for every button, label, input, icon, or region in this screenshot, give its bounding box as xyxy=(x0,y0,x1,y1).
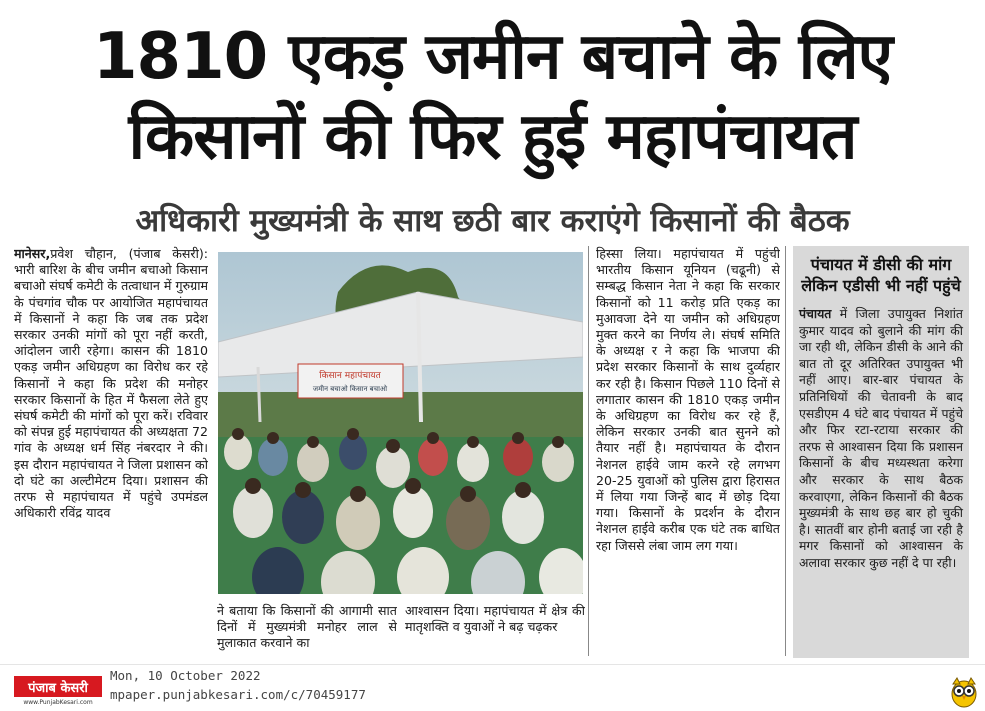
article-column-3: हिस्सा लिया। महापंचायत में पहुंची भारतीय किसान यूनियन (चढूनी) से सम्बद्ध किसान नेता ने कहा कि सरकार किसानों को 11 करोड़ प्रति एकड़ का मुआवजा देने या जमीन को अधिग्रहण मुक्त करने का निर्णय ले। संघर्ष समिति के अध्यक्ष र ने कहा कि भाजपा की प्रदेश सरकार किसानों के साथ दुर्व्यहार कर रही है। किसान पिछले 110 दिनों से लगातार कासन की 1810 एकड़ जमीन के अधिग्रहण का विरोध कर रहे हैं, लेकिन सरकार उनकी बात सुनने को तैयार नहीं है। महापंचायत के दौरान नेशनल हाईवे जाम करने रहे लगभग 20-25 युवाओं को पुलिस द्वारा हिरासत में लिया गया जिन्हें बाद में छोड़ दिया गया। किसानों के प्रदर्शन के दौरान नेशनल हाईवे करीब एक घंटे तक बाधित रहा जिससे लंबा जाम लग गया। xyxy=(596,246,780,553)
sidebar-title: पंचायत में डीसी की मांग लेकिन एडीसी भी नहीं पहुंचे xyxy=(801,255,961,295)
headline-line-2: किसानों की फिर हुई महापंचायत xyxy=(128,100,857,174)
banner-title: किसान महापंचायत xyxy=(319,371,381,381)
article-column-2a: ने बताया कि किसानों की आगामी सात दिनों में मुख्यमंत्री मनोहर लाल से मुलाकात करवाने का xyxy=(217,603,397,651)
news-photo xyxy=(218,252,583,594)
sidebar-lead: पंचायत xyxy=(799,306,832,321)
publication-date: Mon, 10 October 2022 xyxy=(110,668,261,683)
punjab-kesari-logo xyxy=(14,676,102,706)
headline-line-1: 1810 एकड़ जमीन बचाने के लिए xyxy=(93,20,892,94)
footer-divider xyxy=(0,664,985,665)
banner-subtitle: जमीन बचाओ किसान बचाओ xyxy=(312,385,388,393)
column-divider xyxy=(588,246,589,656)
sidebar-body: में जिला उपायुक्त निशांत कुमार यादव को बुलाने की मांग की जा रही थी, लेकिन डीसी के आने की बात तो दूर अतिरिक्त उपायुक्त भी नहीं आए। बार-बार पंचायत के प्रतिनिधियों की चेतावनी के बाद एसडीएम 4 घंटे बाद पंचायत में पहुंचे और फिर रटा-रटाया सरकार की तरफ से आश्वासन दिया कि प्रशासन किसानों के बीच मध्यस्थता करेगा और सरकार के साथ बैठक करवाएगा, लेकिन किसानों की बैठक मुख्यमंत्री के साथ छह बार हो चुकी है। सातवीं बार होनी बताई जा रही है मगर किसानों को आश्वासन के अलावा सरकार कुछ नहीं दे पा रही। xyxy=(799,306,963,570)
column-divider xyxy=(785,246,786,656)
logo-subtext: www.PunjabKesari.com xyxy=(23,699,93,706)
sidebar-text xyxy=(793,302,969,576)
logo-text: पंजाब केसरी xyxy=(28,681,88,696)
article-column-2b: आश्वासन दिया। महापंचायत में क्षेत्र की मातृशक्ति व युवाओं ने बढ़ चढ़कर xyxy=(405,603,585,635)
owl-icon[interactable] xyxy=(950,676,978,708)
sidebar-box xyxy=(793,246,969,658)
tent-pole xyxy=(258,367,260,422)
article-url[interactable]: mpaper.punjabkesari.com/c/70459177 xyxy=(110,687,366,702)
farmers-gathering-photo xyxy=(218,252,583,594)
article-column-1 xyxy=(14,246,208,654)
article-text-1: प्रवेश चौहान, (पंजाब केसरी): भारी बारिश के बीच जमीन बचाओ किसान बचाओ संघर्ष कमेटी के तत्वाधान में गुरुग्राम के पंचगांव चौक पर आयोजित महापंचायत में किसानों ने कहा कि जब तक प्रदेश सरकार उनकी मांगों को पूरा नहीं करती, आंदोलन जारी रहेगा। कासन की 1810 एकड़ जमीन अधिग्रहण का विरोध कर रहे किसानों ने कहा कि प्रदेश की मनोहर सरकार किसानों के हित में फैसला लेते हुए संघर्ष कमेटी की मांगों को पूरा करें। रविवार को संपन्न हुई महापंचायत की अध्यक्षता 72 गांव के अध्यक्ष धर्म सिंह नंबरदार ने की। इस दौरान महापंचायत ने जिला प्रशासन को दो घंटे का अल्टीमेटम दिया। प्रशासन की तरफ से महापंचायत में पहुंचे उपमंडल अधिकारी रविंद्र यादव xyxy=(14,246,208,521)
byline-place: मानेसर, xyxy=(14,246,51,261)
subheadline: अधिकारी मुख्यमंत्री के साथ छठी बार कराएंगे किसानों की बैठक xyxy=(135,203,850,239)
